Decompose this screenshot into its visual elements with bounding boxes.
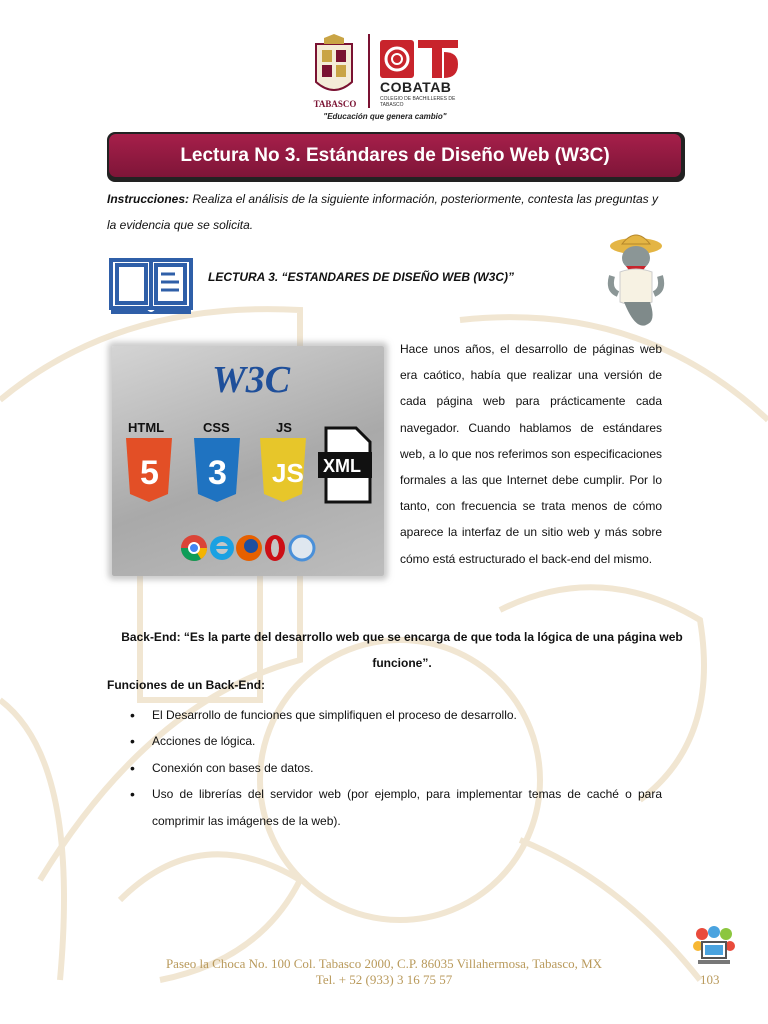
intro-paragraph: Hace unos años, el desarrollo de páginas web era caótico, había que realizar una versión de cada página web para prácticamente cada navegador. Cuando hablamos de estándares web, a lo que nos referimos son especificaciones formales a las que Internet debe cumplir. Por lo tanto, con frecuencia se trata menos de cómo aparece la interfaz de un sitio web y más sobre cómo está estructurado el back-end del mismo. <box>400 342 662 566</box>
html-label: HTML <box>128 420 165 435</box>
web-standards-figure <box>112 346 384 576</box>
list-item: • El Desarrollo de funciones que simplifiquen el proceso de desarrollo. <box>130 702 662 728</box>
functions-title: Funciones de un Back-End: <box>107 678 266 692</box>
instructions-label: Instrucciones: <box>107 192 190 206</box>
opera-icon <box>265 535 285 561</box>
tabasco-crest-logo <box>312 34 356 102</box>
title-banner <box>107 132 685 182</box>
list-item: • Acciones de lógica. <box>130 728 662 754</box>
backend-definition: Back-End: “Es la parte del desarrollo web que se encarga de que toda la lógica de una página web funcione”. <box>121 630 683 670</box>
chrome-icon <box>181 535 207 561</box>
lectura-heading: LECTURA 3. “ESTANDARES DE DISEÑO WEB (W3C)” <box>208 270 515 284</box>
instructions <box>107 186 667 238</box>
footer-address <box>100 956 668 988</box>
page-title: Lectura No 3. Estándares de Diseño Web (W3C) <box>109 134 681 177</box>
manatee-mascot-illustration <box>606 228 666 336</box>
cobatab-logo <box>380 40 458 78</box>
functions-list <box>130 702 662 834</box>
js-shield-text: JS <box>272 458 304 488</box>
slogan: "Educación que genera cambio" <box>323 112 447 121</box>
instructions-text: Realiza el análisis de la siguiente información, posteriormente, contesta las preguntas y la evidencia que se solicita. <box>107 192 658 232</box>
tabasco-label: TABASCO <box>313 99 357 109</box>
internet-explorer-icon <box>210 536 234 560</box>
w3c-wordmark: W3C <box>212 359 291 401</box>
css3-number: 3 <box>208 454 227 492</box>
open-book-icon <box>108 254 194 320</box>
cobatab-name: COBATAB <box>380 79 452 95</box>
safari-icon <box>290 536 314 560</box>
footer-address-line: Paseo la Choca No. 100 Col. Tabasco 2000, C.P. 86035 Villahermosa, Tabasco, MX <box>165 956 603 971</box>
list-item: • Uso de librerías del servidor web (por ejemplo, para implementar temas de caché o para comprimir las imágenes de la web). <box>130 781 662 834</box>
web-standards-graphic <box>112 346 384 576</box>
css-label: CSS <box>203 420 230 435</box>
education-computer-icon <box>690 926 738 970</box>
html5-number: 5 <box>140 454 159 492</box>
page-number: 103 <box>700 972 720 987</box>
list-item: • Conexión con bases de datos. <box>130 755 662 781</box>
xml-label: XML <box>323 456 361 476</box>
logo-divider <box>368 34 370 108</box>
firefox-icon <box>236 535 262 561</box>
footer-phone-line: Tel. + 52 (933) 3 16 75 57 <box>315 972 453 987</box>
js-label: JS <box>276 420 292 435</box>
cobatab-subtitle: COLEGIO DE BACHILLERES DE TABASCO <box>380 96 456 108</box>
